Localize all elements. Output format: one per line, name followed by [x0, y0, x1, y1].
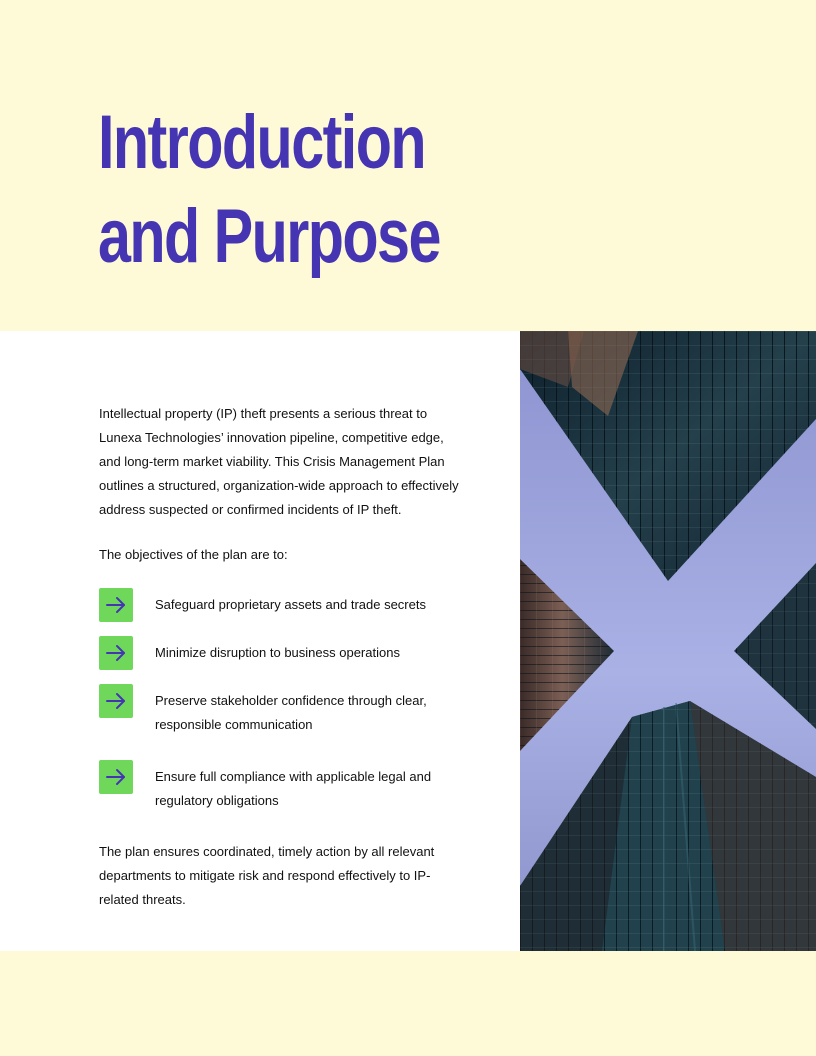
footer-background-band	[0, 951, 816, 1056]
objectives-list	[99, 588, 469, 813]
objective-item-preserve-confidence	[99, 684, 469, 737]
introduction-content	[0, 331, 520, 951]
intro-paragraph: Intellectual property (IP) theft presents a serious threat to Lunexa Technologies’ innovation pipeline, competitive edge, and long-term market viability. This Crisis Management Plan outlines a structured, organization-wide approach to effectively address suspected or confirmed incidents of IP theft.	[99, 406, 459, 517]
page-title-line-1: Introduction	[98, 100, 426, 185]
objectives-heading: The objectives of the plan are to:	[99, 547, 288, 562]
objective-text: Safeguard proprietary assets and trade secrets	[155, 597, 426, 612]
title-section	[0, 0, 816, 331]
page-title	[98, 96, 440, 284]
page-title-line-2: and Purpose	[98, 194, 440, 279]
objective-text: Minimize disruption to business operations	[155, 645, 400, 660]
objective-item-safeguard-assets	[99, 588, 469, 622]
body-copy	[99, 402, 469, 912]
arrow-right-icon	[99, 636, 133, 670]
objective-item-ensure-compliance	[99, 760, 469, 813]
arrow-right-icon	[99, 760, 133, 794]
objective-item-minimize-disruption	[99, 636, 469, 670]
objective-text: Ensure full compliance with applicable legal and regulatory obligations	[155, 769, 432, 808]
closing-paragraph: The plan ensures coordinated, timely action by all relevant departments to mitigate risk and respond effectively to IP-related threats.	[99, 844, 435, 907]
skyscrapers-photo	[520, 331, 816, 951]
skyscrapers-illustration	[520, 331, 816, 951]
arrow-right-icon	[99, 588, 133, 622]
arrow-right-icon	[99, 684, 133, 718]
objective-text: Preserve stakeholder confidence through clear, responsible communication	[155, 693, 427, 732]
